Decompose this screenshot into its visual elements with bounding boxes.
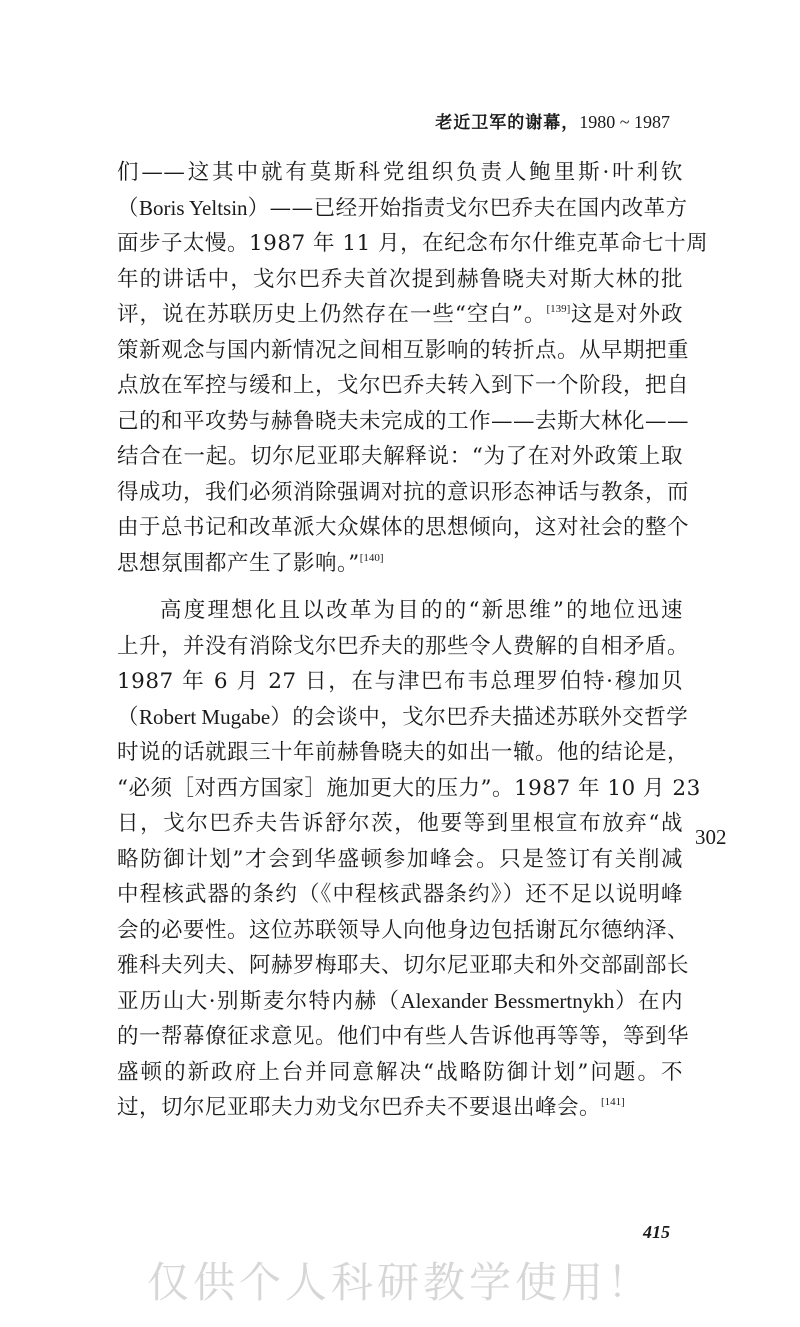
- text-line: 时说的话就跟三十年前赫鲁晓夫的如出一辙。他的结论是，: [117, 740, 690, 765]
- text-fragment: 亚历山大·别斯麦尔特内赫（: [117, 988, 401, 1014]
- text-line: 点放在军控与缓和上，戈尔巴乔夫转入到下一个阶段，把自: [117, 373, 690, 398]
- text-line: [117, 984, 683, 1020]
- text-line: 略防御计划”才会到华盛顿参加峰会。只是签订有关削减: [117, 846, 683, 872]
- text-line: 己的和平攻势与赫鲁晓夫未完成的工作——去斯大林化——: [117, 408, 690, 434]
- latin-name: Boris Yeltsin: [139, 195, 248, 220]
- text-line: 1987 年 6 月 27 日，在与津巴布韦总理罗伯特·穆加贝: [117, 669, 683, 694]
- text-fragment: （: [117, 195, 140, 221]
- text-line: [117, 546, 683, 582]
- paragraph-1: [117, 155, 709, 581]
- text-fragment: ）在内: [614, 988, 683, 1014]
- text-fragment: 思想氛围都产生了影响。”: [117, 550, 360, 576]
- paragraph-gap: [117, 581, 683, 593]
- running-header: [435, 108, 670, 133]
- text-line: 高度理想化且以改革为目的的“新思维”的地位迅速: [160, 598, 683, 623]
- latin-name: Robert Mugabe: [139, 704, 271, 729]
- watermark: 仅供个人科研教学使用！: [146, 1258, 653, 1307]
- text-line: 面步子太慢。1987 年 11 月，在纪念布尔什维克革命七十周: [117, 231, 709, 256]
- text-line: “必须［对西方国家］施加更大的压力”。1987 年 10 月 23: [117, 775, 701, 801]
- text-line: 们——这其中就有莫斯科党组织负责人鲍里斯·叶利钦: [117, 160, 683, 185]
- text-line: 日，戈尔巴乔夫告诉舒尔茨，他要等到里根宣布放弃“战: [117, 811, 683, 836]
- text-line: 中程核武器的条约（《中程核武器条约》）还不足以说明峰: [117, 882, 683, 907]
- footnote-ref[interactable]: [141]: [601, 1096, 625, 1108]
- paragraph-2: [117, 593, 701, 1126]
- text-line: 年的讲话中，戈尔巴乔夫首次提到赫鲁晓夫对斯大林的批: [117, 266, 683, 292]
- text-fragment: ）的会谈中，戈尔巴乔夫描述苏联外交哲学: [270, 704, 689, 730]
- text-fragment: 评，说在苏联历史上仍然存在一些“空白”。: [117, 302, 547, 327]
- text-line: 上升，并没有消除戈尔巴乔夫的那些令人费解的自相矛盾。: [117, 633, 690, 659]
- text-fragment: 过，切尔尼亚耶夫力劝戈尔巴乔夫不要退出峰会。: [117, 1095, 602, 1120]
- body-text: [117, 155, 709, 1126]
- page-number: 415: [643, 1222, 670, 1242]
- running-header-years: 1980 ~ 1987: [579, 112, 670, 132]
- text-line: 由于总书记和改革派大众媒体的思想倾向，这对社会的整个: [117, 515, 690, 540]
- text-line: 结合在一起。切尔尼亚耶夫解释说：“为了在对外政策上取: [117, 444, 683, 469]
- text-line: [117, 1090, 683, 1126]
- text-line: 得成功，我们必须消除强调对抗的意识形态神话与教条，而: [117, 479, 690, 505]
- text-line: 盛顿的新政府上台并同意解决“战略防御计划”问题。不: [117, 1059, 683, 1085]
- latin-name: Alexander Bessmertnykh: [400, 988, 615, 1013]
- text-fragment: （: [117, 704, 140, 730]
- text-line: 策新观念与国内新情况之间相互影响的转折点。从早期把重: [117, 337, 690, 363]
- running-header-title: 老近卫军的谢幕，: [435, 113, 580, 133]
- text-line: 的一帮幕僚征求意见。他们中有些人告诉他再等等，等到华: [117, 1024, 690, 1049]
- text-fragment: ）——已经开始指责戈尔巴乔夫在国内改革方: [247, 195, 688, 221]
- original-page-marker: 302: [695, 825, 727, 849]
- text-fragment: 这是对外政: [570, 302, 683, 327]
- text-line: 会的必要性。这位苏联领导人向他身边包括谢瓦尔德纳泽、: [117, 917, 690, 943]
- text-line: [117, 297, 683, 333]
- text-line: 雅科夫列夫、阿赫罗梅耶夫、切尔尼亚耶夫和外交部副部长: [117, 953, 690, 978]
- footnote-ref[interactable]: [140]: [359, 551, 384, 564]
- text-line: [117, 191, 688, 227]
- text-line: [117, 700, 689, 736]
- footnote-ref[interactable]: [139]: [546, 303, 571, 315]
